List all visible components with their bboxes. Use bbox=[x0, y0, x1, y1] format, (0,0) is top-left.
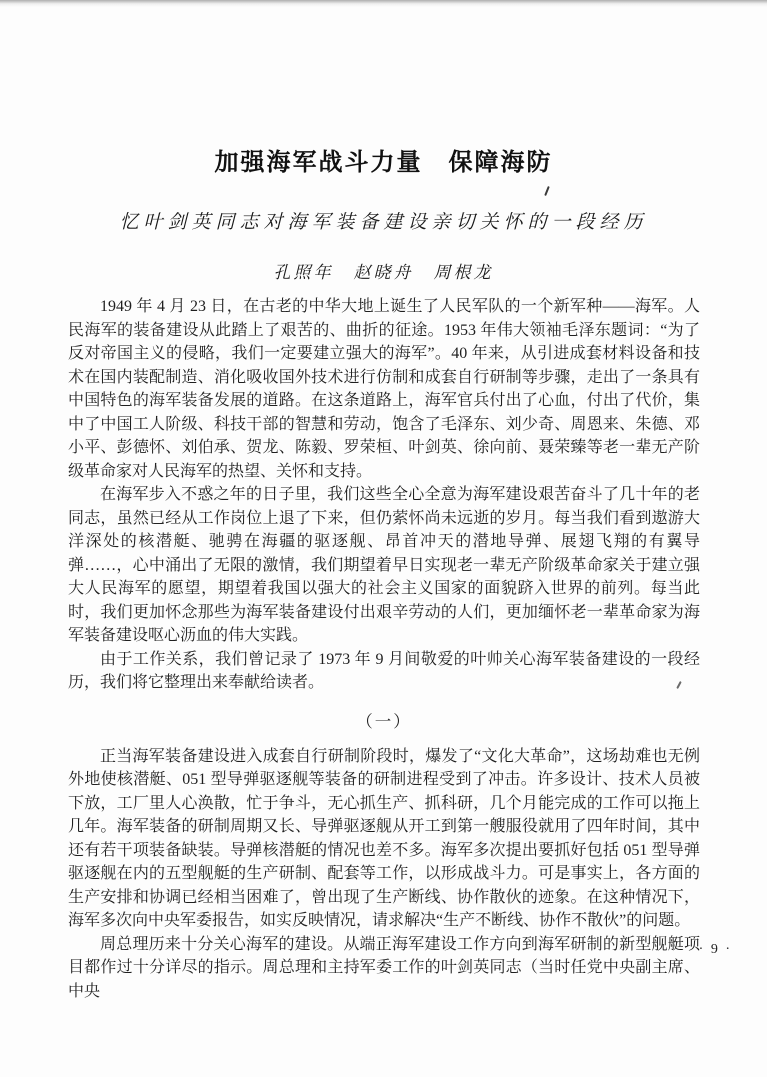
article-subtitle: 忆叶剑英同志对海军装备建设亲切关怀的一段经历 bbox=[119, 212, 648, 233]
paragraph-4: 正当海军装备建设进入成套自行研制阶段时，爆发了“文化大革命”，这场劫难也无例外地使核潜艇、051 型导弹驱逐舰等装备的研制进程受到了冲击。许多设计、技术人员被下放，工厂里人心涣散，忙于争斗，无心抓生产、抓科研，几个月能完成的工作可以拖上几年。海军装备的研制周期又长、导弹驱逐舰从开工到第一艘服役就用了四年时间，其中还有若干项装备缺装。导弹核潜艇的情况也差不多。海军多次提出要抓好包括 051 型导弹驱逐舰在内的五型舰艇的生产研制、配套等工作，以形成战斗力。可是事实上，各方面的生产安排和协调已经相当困难了，曾出现了生产断线、协作散伙的迹象。在这种情况下，海军多次向中央军委报告，如实反映情况，请求解决“生产不断线、协作不散伙”的问题。 bbox=[68, 747, 700, 929]
paragraph-5: 周总理历来十分关心海军的建设。从端正海军建设工作方向到海军研制的新型舰艇项目都作过十分详尽的指示。周总理和主持军委工作的叶剑英同志（当时任党中央副主席、中央 bbox=[68, 935, 700, 1000]
article-body bbox=[68, 295, 700, 1003]
scan-top-edge-shadow bbox=[0, 0, 767, 7]
article-authors: 孔照年 赵晓舟 周根龙 bbox=[273, 263, 494, 282]
paragraph-2: 在海军步入不惑之年的日子里，我们这些全心全意为海军建设艰苦奋斗了几十年的老同志，虽然已经从工作岗位上退了下来，但仍萦怀尚未远逝的岁月。每当我们看到遨游大洋深处的核潜艇、驰骋在海疆的驱逐舰、昂首冲天的潜地导弹、展翅飞翔的有翼导弹……，心中涌出了无限的激情，我们期望着早日实现老一辈无产阶级革命家关于建立强大人民海军的愿望，期望着我国以强大的社会主义国家的面貌跻入世界的前列。每当此时，我们更加怀念那些为海军装备建设付出艰辛劳动的人们，更加缅怀老一辈革命家为海军装备建设呕心沥血的伟大实践。 bbox=[68, 486, 700, 644]
scan-speck bbox=[544, 186, 550, 196]
page-number: · 9 · bbox=[698, 942, 732, 957]
section-heading-one: （一） bbox=[356, 711, 412, 731]
article-title: 加强海军战斗力量 保障海防 bbox=[214, 149, 553, 176]
paragraph-1: 1949 年 4 月 23 日，在古老的中华大地上诞生了人民军队的一个新军种——海军。人民海军的装备建设从此踏上了艰苦的、曲折的征途。1953 年伟大领袖毛泽东题词：“为了反对帝国主义的侵略，我们一定要建立强大的海军”。40 年来，从引进成套材料设备和技术在国内装配制造、消化吸收国外技术进行仿制和成套自行研制等步骤，走出了一条具有中国特色的海军装备发展的道路。在这条道路上，海军官兵付出了心血，付出了代价，集中了中国工人阶级、科技干部的智慧和劳动，饱含了毛泽东、刘少奇、周恩来、朱德、邓小平、彭德怀、刘伯承、贺龙、陈毅、罗荣桓、叶剑英、徐向前、聂荣臻等老一辈无产阶级革命家对人民海军的热望、关怀和支持。 bbox=[68, 298, 700, 480]
paragraph-3: 由于工作关系，我们曾记录了 1973 年 9 月间敬爱的叶帅关心海军装备建设的一段经历，我们将它整理出来奉献给读者。 bbox=[68, 650, 700, 691]
